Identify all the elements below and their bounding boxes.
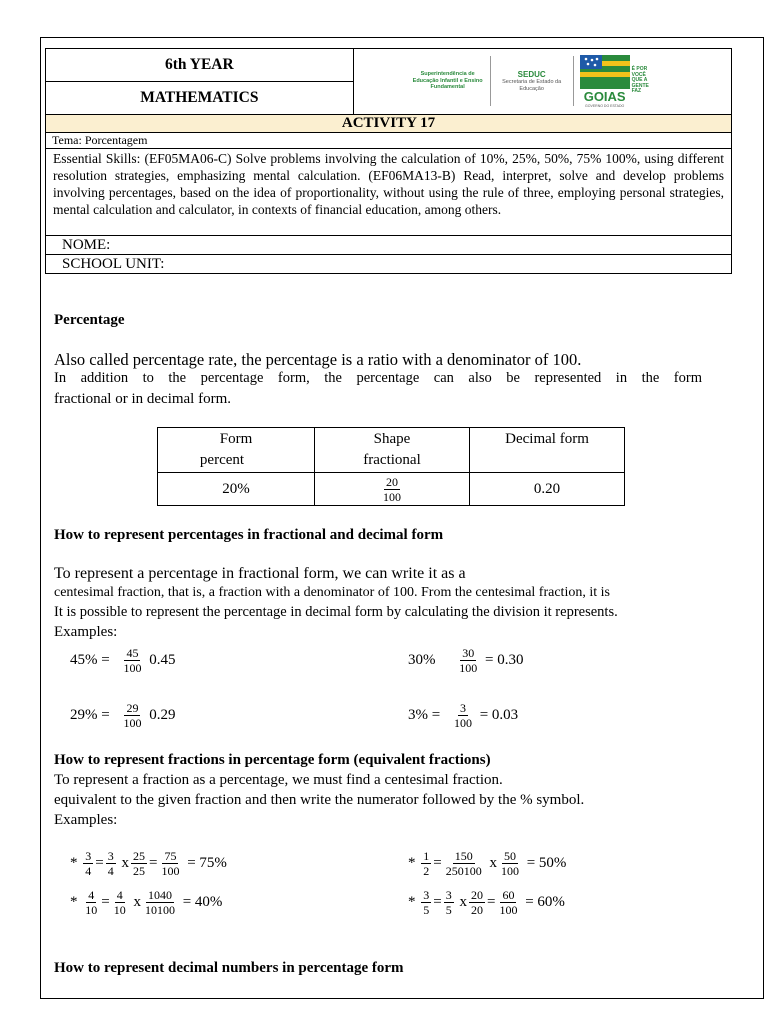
fraction: $\frac{25}{25}$ [132, 849, 145, 879]
seduc-title: SEDUC [517, 70, 546, 79]
table-cell [315, 473, 470, 506]
paragraph-line: Also called percentage rate, the percentage is a ratio with a denominator of 100. [54, 350, 582, 369]
paragraph-line: fractional or in decimal form. [54, 391, 232, 407]
logo-cell [353, 49, 731, 115]
example-3 [408, 697, 518, 733]
header-text: Shape [373, 431, 411, 447]
examples-label: Examples: [54, 812, 118, 828]
year-cell: 6th YEAR [46, 49, 354, 82]
bullet-star: * [408, 894, 416, 910]
table-header-cell [158, 428, 315, 473]
equivalent-example-1 [70, 846, 227, 880]
example-text: 3% = [408, 707, 441, 723]
paragraph-line: To represent a fraction as a percentage, we must find a centesimal fraction. [54, 772, 503, 788]
section-title-decimal-percentage: How to represent decimal numbers in percentage form [54, 960, 404, 976]
table-cell: 0.20 [470, 473, 625, 506]
times-sign: x [489, 855, 497, 871]
equals-sign: = [486, 894, 496, 910]
activity-title: ACTIVITY 17 [46, 115, 732, 133]
times-sign: x [121, 855, 129, 871]
equivalent-example-4 [408, 885, 565, 919]
logo-separator [573, 56, 574, 106]
subject-cell: MATHEMATICS [46, 82, 354, 115]
goias-wordmark: GOIAS [583, 88, 626, 104]
fraction: $\frac{4}{10}$ [85, 888, 98, 918]
paragraph-line: It is possible to represent the percentage in decimal form by calculating the division it represents. [54, 604, 618, 620]
fraction: $\frac{20}{100}$ [383, 474, 401, 504]
fraction: $\frac{50}{100}$ [500, 849, 519, 879]
header-text: fractional [363, 452, 421, 468]
paragraph-line: centesimal fraction, that is, a fraction with a denominator of 100. From the centesimal fraction, it is [54, 585, 610, 600]
times-sign: x [133, 894, 141, 910]
examples-label: Examples: [54, 624, 118, 640]
example-text: 30% [408, 652, 436, 668]
equals-sign: = [148, 855, 158, 871]
example-text: = 0.30 [485, 652, 524, 668]
fraction: $\frac{30}{100}$ [459, 646, 478, 676]
goias-logo [580, 55, 656, 108]
header-text: Form [219, 431, 253, 447]
equivalent-example-2 [408, 846, 566, 880]
fraction: $\frac{75}{100}$ [161, 849, 180, 879]
section-title-fraction-decimal: How to represent percentages in fractional and decimal form [54, 527, 444, 543]
bullet-star: * [70, 894, 78, 910]
header-table [45, 48, 732, 294]
logo-separator [490, 56, 491, 106]
table-cell: 20% [158, 473, 315, 506]
goias-slogan: É POR VOCÊ QUE A GENTE FAZ [631, 66, 649, 95]
result-text: = 40% [182, 894, 223, 910]
result-text: = 60% [525, 894, 565, 910]
tema-cell: Tema: Porcentagem [46, 133, 732, 149]
equals-sign: = [101, 894, 110, 910]
example-29 [70, 697, 175, 733]
equals-sign: = [433, 855, 442, 871]
logos-strip [412, 52, 677, 110]
bullet-star: * [70, 855, 78, 871]
equals-sign: = [95, 855, 104, 871]
fraction: $\frac{150}{250100}$ [445, 849, 482, 879]
table-header-cell [315, 428, 470, 473]
table-header-cell [470, 428, 625, 473]
goias-flag-icon [580, 55, 630, 89]
result-text: = 75% [187, 855, 227, 871]
school-unit-field[interactable]: SCHOOL UNIT: [46, 255, 732, 274]
superintendencia-logo: Superintendência de Educação Infantil e Ensino Fundamental [412, 71, 483, 91]
fraction: $\frac{45}{100}$ [123, 646, 142, 676]
fraction: $\frac{20}{20}$ [470, 888, 483, 918]
fraction: $\frac{3}{100}$ [453, 701, 472, 731]
result-text: = 50% [526, 855, 567, 871]
paragraph-line: To represent a percentage in fractional form, we can write it as a [54, 565, 466, 582]
example-text: = 0.03 [479, 707, 519, 723]
paragraph-line: In addition to the percentage form, the percentage can also be represented in the form [54, 370, 702, 386]
nome-field[interactable]: NOME: [46, 236, 732, 255]
header-text: Decimal form [505, 431, 589, 447]
example-30 [408, 642, 523, 678]
equals-sign: = [433, 894, 442, 910]
fraction: $\frac{3}{4}$ [85, 849, 92, 879]
section-title-equivalent-fractions: How to represent fractions in percentage form (equivalent fractions) [54, 752, 491, 768]
bullet-star: * [408, 855, 416, 871]
example-text: 45% = [70, 652, 110, 668]
fraction: $\frac{3}{5}$ [445, 888, 452, 918]
seduc-logo [497, 70, 567, 92]
equivalent-example-3 [70, 885, 222, 919]
percentage-forms-table [157, 427, 625, 506]
header-text: percent [199, 452, 245, 468]
paragraph-line: equivalent to the given fraction and then write the numerator followed by the % symbol. [54, 792, 585, 808]
example-45 [70, 642, 175, 678]
fraction: $\frac{3}{5}$ [423, 888, 430, 918]
goias-subtitle: GOVERNO DO ESTADO [585, 103, 625, 108]
section-title-percentage: Percentage [54, 312, 125, 328]
example-text: 29% = [70, 707, 110, 723]
fraction: $\frac{4}{10}$ [113, 888, 126, 918]
seduc-subtitle: Secretaria de Estado da Educação [502, 79, 562, 92]
fraction: $\frac{1040}{10100}$ [144, 888, 175, 918]
example-text: 0.29 [149, 707, 176, 723]
example-text: 0.45 [149, 652, 176, 668]
fraction: $\frac{29}{100}$ [123, 701, 142, 731]
times-sign: x [459, 894, 467, 910]
fraction: $\frac{3}{4}$ [107, 849, 114, 879]
fraction: $\frac{60}{100}$ [499, 888, 518, 918]
fraction: $\frac{1}{2}$ [423, 849, 430, 879]
skills-cell: Essential Skills: (EF05MA06-C) Solve problems involving the calculation of 10%, 25%, 50%, 75% 100%, using different resolution strategies, emphasizing mental calculation. (EF06MA13-B) Read, interpret, solve and develop problems involving percentages, based on the idea of proportionality, without using the rule of three, employing personal strategies, mental calculation and calculator, in contexts of financial education, among others. [46, 149, 732, 236]
